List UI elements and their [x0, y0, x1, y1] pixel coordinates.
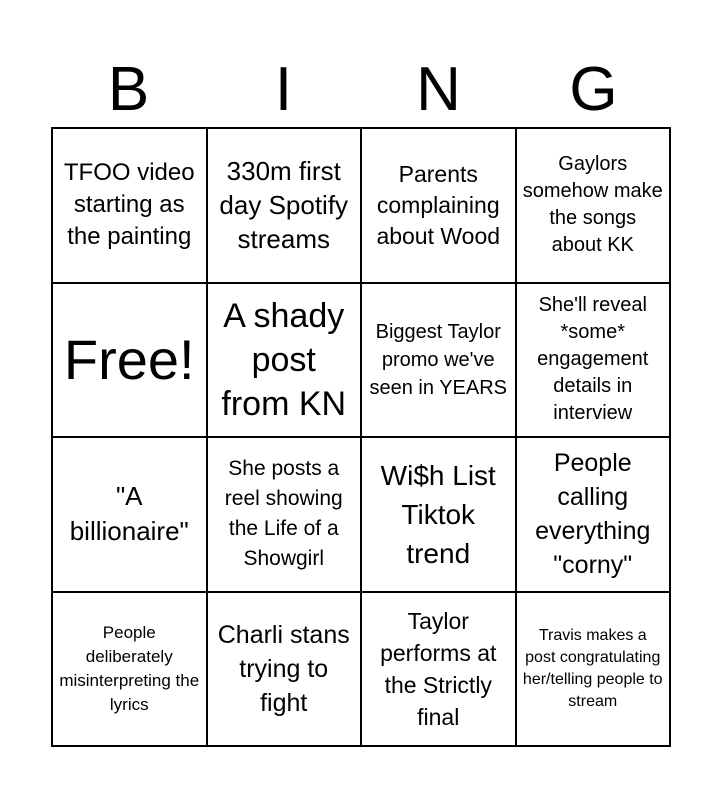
- bingo-cell-r1c2[interactable]: 330m first day Spotify streams: [208, 129, 363, 284]
- bingo-cell-r4c2[interactable]: Charli stans trying to fight: [208, 593, 363, 748]
- bingo-cell-r4c1[interactable]: People deliberately misinterpreting the lyrics: [53, 593, 208, 748]
- bingo-cell-r4c4[interactable]: Travis makes a post congratulating her/telling people to stream: [517, 593, 672, 748]
- bingo-cell-r1c3[interactable]: Parents complaining about Wood: [362, 129, 517, 284]
- bingo-free-cell[interactable]: Free!: [53, 284, 208, 439]
- bingo-cell-r1c1[interactable]: TFOO video starting as the painting: [53, 129, 208, 284]
- header-letter-i: I: [274, 55, 293, 124]
- bingo-cell-r3c2[interactable]: She posts a reel showing the Life of a Showgirl: [208, 438, 363, 593]
- bingo-cell-r1c4[interactable]: Gaylors somehow make the songs about KK: [517, 129, 672, 284]
- bingo-cell-r2c2[interactable]: A shady post from KN: [208, 284, 363, 439]
- bingo-cell-r2c3[interactable]: Biggest Taylor promo we've seen in YEARS: [362, 284, 517, 439]
- bingo-cell-r2c4[interactable]: She'll reveal *some* engagement details in interview: [517, 284, 672, 439]
- bingo-cell-r3c3[interactable]: Wi$h List Tiktok trend: [362, 438, 517, 593]
- header-letter-n: N: [416, 55, 461, 124]
- bingo-cell-r3c4[interactable]: People calling everything "corny": [517, 438, 672, 593]
- header-letter-g: G: [569, 55, 618, 124]
- bingo-header: [51, 52, 671, 128]
- bingo-cell-r4c3[interactable]: Taylor performs at the Strictly final: [362, 593, 517, 748]
- bingo-card-grid: [51, 127, 671, 747]
- bingo-cell-r3c1[interactable]: "A billionaire": [53, 438, 208, 593]
- header-letter-b: B: [107, 55, 150, 124]
